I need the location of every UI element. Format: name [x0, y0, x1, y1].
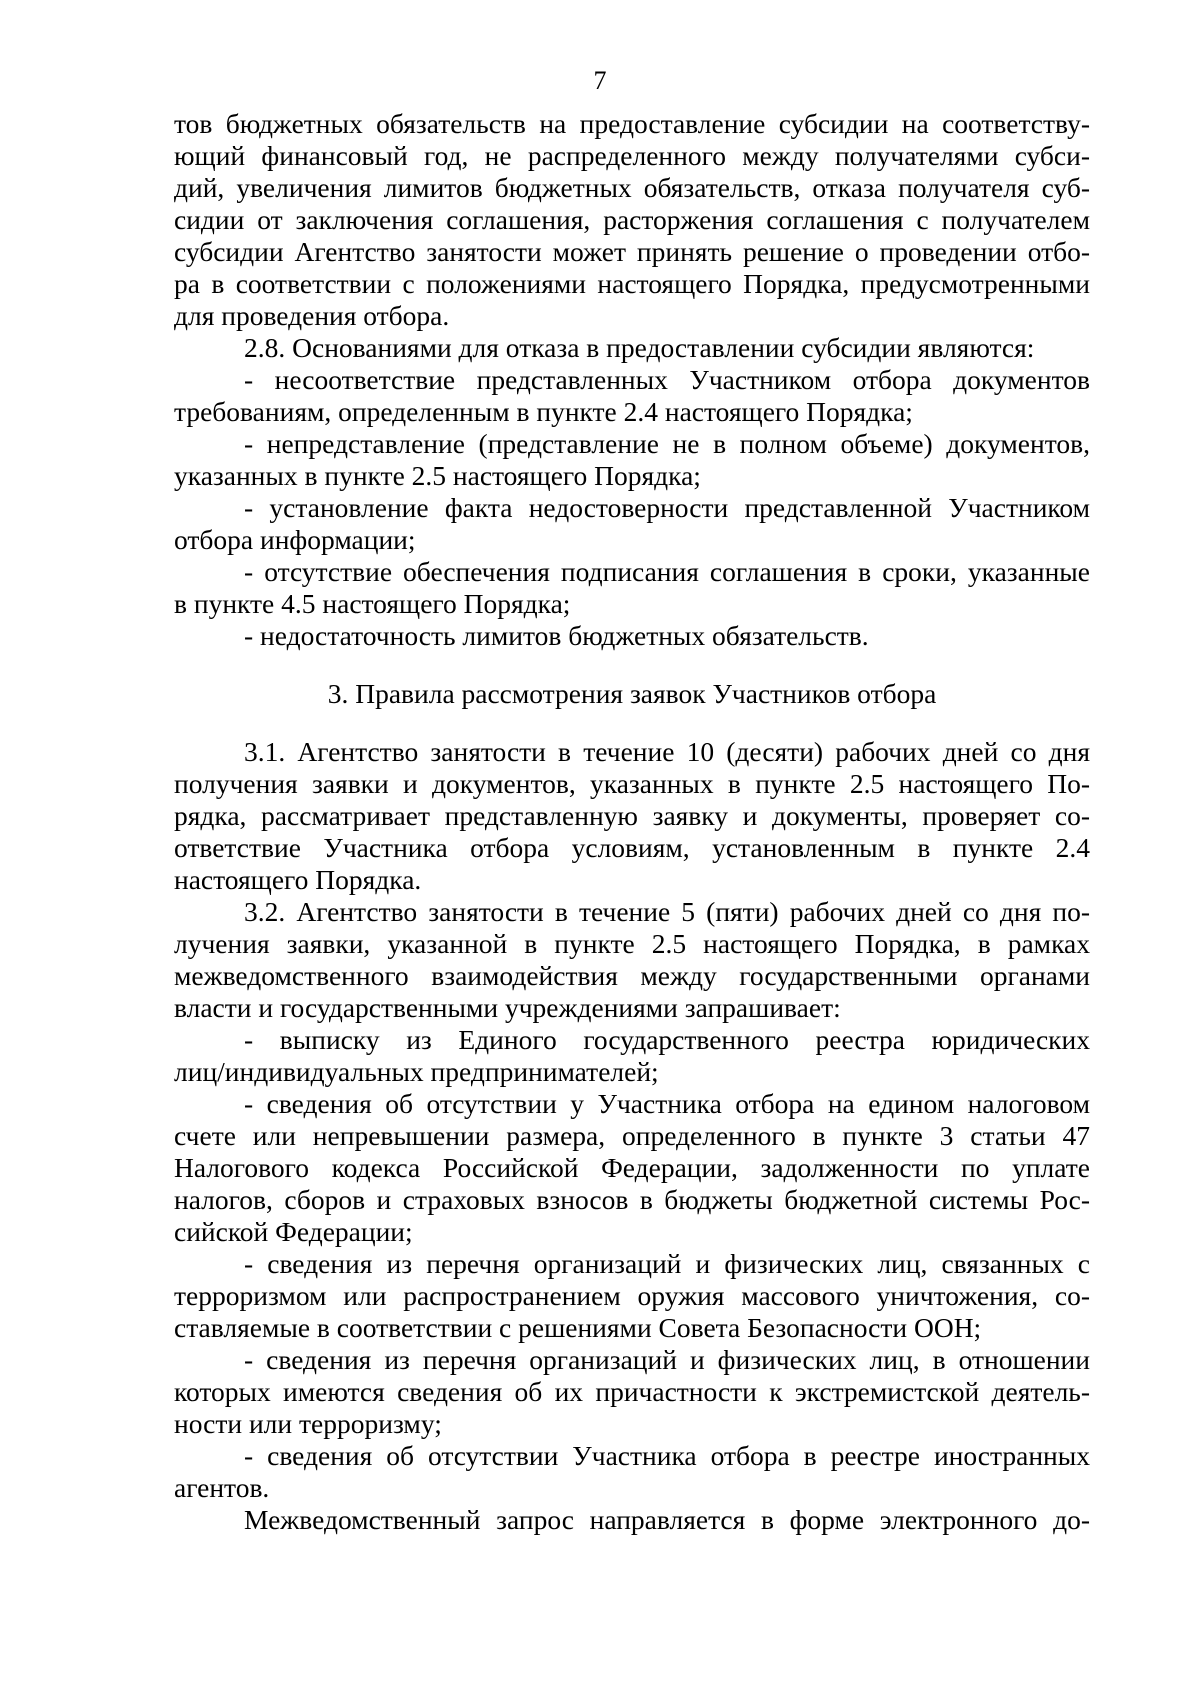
text-line: сидии от заключения соглашения, расторжения соглашения с получателем [174, 204, 1090, 235]
text-line: - непредставление (представление не в полном объеме) документов, [244, 428, 1090, 459]
text-line: Межведомственный запрос направляется в форме электронного до- [244, 1504, 1090, 1535]
text-line: - сведения из перечня организаций и физических лиц, в отношении [244, 1344, 1090, 1375]
text-line: дий, увеличения лимитов бюджетных обязательств, отказа получателя суб- [174, 172, 1090, 203]
text-line: агентов. [174, 1472, 270, 1503]
text-line: терроризмом или распространением оружия массового уничтожения, со- [174, 1280, 1090, 1311]
text-line: ответствие Участника отбора условиям, установленным в пункте 2.4 [174, 832, 1090, 863]
text-line: счете или непревышении размера, определенного в пункте 3 статьи 47 [174, 1120, 1090, 1151]
text-line: лиц/индивидуальных предпринимателей; [174, 1056, 659, 1087]
text-line: - несоответствие представленных Участником отбора документов [244, 364, 1090, 395]
text-line: межведомственного взаимодействия между государственными органами [174, 960, 1090, 991]
text-line: рядка, рассматривает представленную заявку и документы, проверяет со- [174, 800, 1090, 831]
text-line: 3.1. Агентство занятости в течение 10 (десяти) рабочих дней со дня [244, 736, 1090, 767]
text-line: в пункте 4.5 настоящего Порядка; [174, 588, 571, 619]
text-line: ющий финансовый год, не распределенного между получателями субси- [174, 140, 1090, 171]
text-line: - сведения об отсутствии Участника отбора в реестре иностранных [244, 1440, 1090, 1471]
text-line: - установление факта недостоверности представленной Участником [244, 492, 1090, 523]
text-line: - недостаточность лимитов бюджетных обязательств. [244, 620, 869, 651]
text-line: - выписку из Единого государственного реестра юридических [244, 1024, 1090, 1055]
text-line: ра в соответствии с положениями настоящего Порядка, предусмотренными [174, 268, 1090, 299]
text-line: - сведения из перечня организаций и физических лиц, связанных с [244, 1248, 1090, 1279]
text-line: 2.8. Основаниями для отказа в предоставлении субсидии являются: [244, 332, 1035, 363]
text-line: - сведения об отсутствии у Участника отбора на едином налоговом [244, 1088, 1090, 1119]
text-line: сийской Федерации; [174, 1216, 413, 1247]
text-line: настоящего Порядка. [174, 864, 422, 895]
section-heading: 3. Правила рассмотрения заявок Участников отбора [327, 678, 937, 709]
text-line: субсидии Агентство занятости может принять решение о проведении отбо- [174, 236, 1090, 267]
text-line: ставляемые в соответствии с решениями Совета Безопасности ООН; [174, 1312, 982, 1343]
text-line: отбора информации; [174, 524, 416, 555]
text-line: тов бюджетных обязательств на предоставление субсидии на соответству- [174, 108, 1090, 139]
text-line: Налогового кодекса Российской Федерации, задолженности по уплате [174, 1152, 1090, 1183]
text-line: получения заявки и документов, указанных в пункте 2.5 настоящего По- [174, 768, 1090, 799]
text-line: требованиям, определенным в пункте 2.4 настоящего Порядка; [174, 396, 913, 427]
text-line: указанных в пункте 2.5 настоящего Порядка; [174, 460, 701, 491]
document-body [174, 108, 1090, 1536]
text-line: - отсутствие обеспечения подписания соглашения в сроки, указанные [244, 556, 1090, 587]
page-number: 7 [593, 66, 607, 95]
text-line: лучения заявки, указанной в пункте 2.5 настоящего Порядка, в рамках [174, 928, 1090, 959]
text-line: для проведения отбора. [174, 300, 450, 331]
text-line: власти и государственными учреждениями запрашивает: [174, 992, 841, 1023]
text-line: которых имеются сведения об их причастности к экстремистской деятель- [174, 1376, 1090, 1407]
text-line: налогов, сборов и страховых взносов в бюджеты бюджетной системы Рос- [174, 1184, 1090, 1215]
text-line: 3.2. Агентство занятости в течение 5 (пяти) рабочих дней со дня по- [244, 896, 1090, 927]
text-line: ности или терроризму; [174, 1408, 442, 1439]
